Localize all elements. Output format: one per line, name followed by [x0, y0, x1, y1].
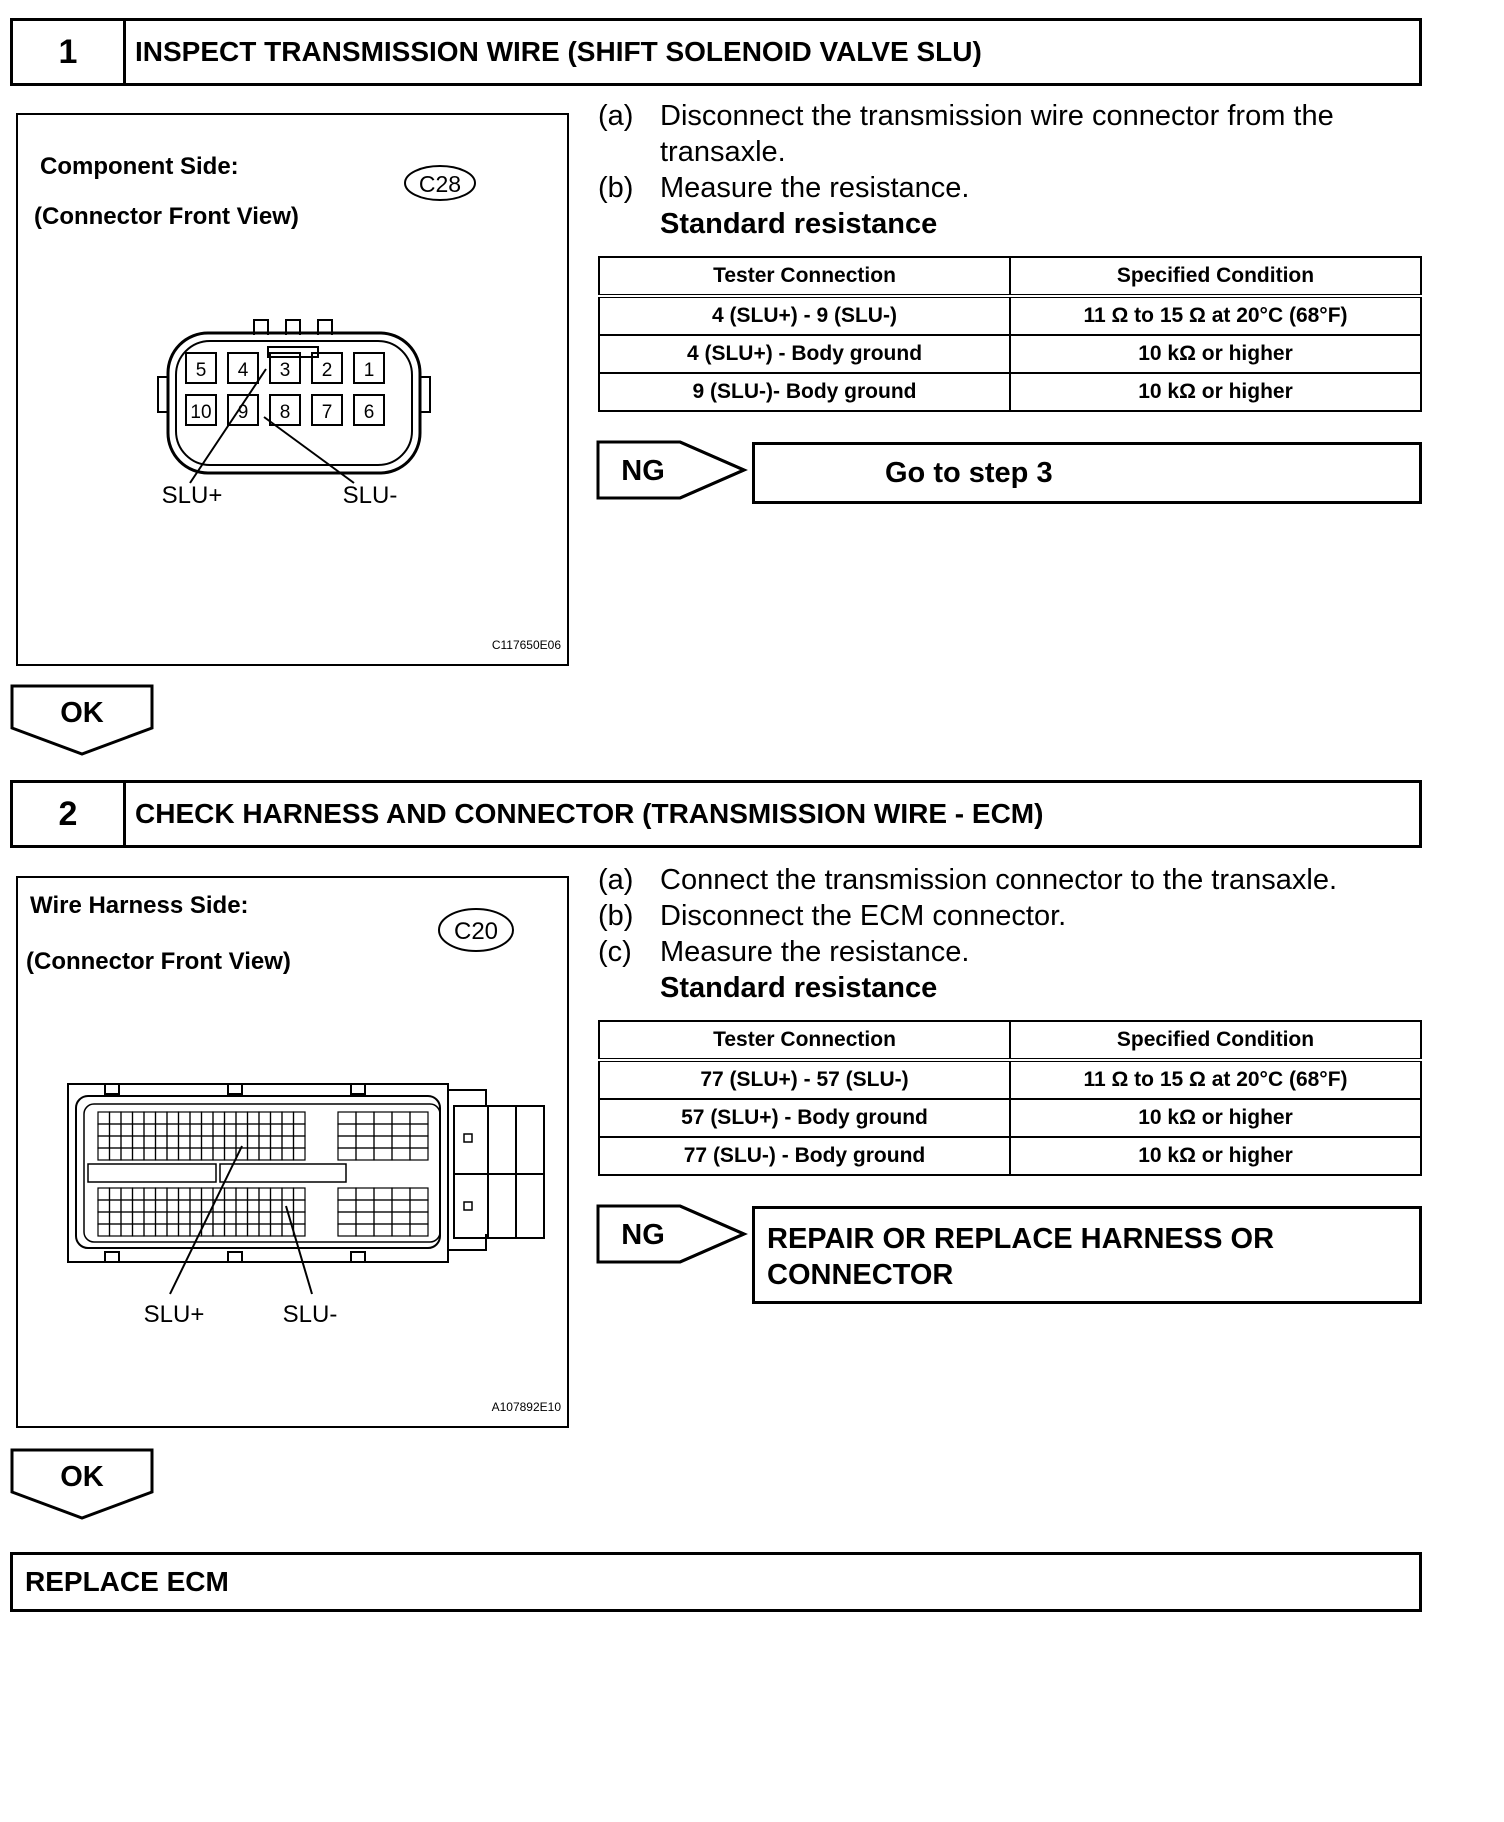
pin-cell	[236, 1224, 248, 1236]
pin-cell	[133, 1148, 145, 1160]
pin-cell	[410, 1148, 428, 1160]
pin-cell	[156, 1112, 168, 1124]
step2-instructions	[598, 862, 1418, 1006]
pin-cell	[259, 1112, 271, 1124]
pin-cell	[259, 1212, 271, 1224]
pin-cell	[190, 1200, 202, 1212]
pin-cell	[156, 1200, 168, 1212]
pin-cell	[190, 1188, 202, 1200]
pin-cell	[121, 1124, 133, 1136]
pin-cell	[213, 1136, 225, 1148]
pin-cell	[98, 1200, 110, 1212]
pin-cell	[190, 1136, 202, 1148]
pin-cell	[179, 1200, 191, 1212]
pin-cell	[248, 1136, 260, 1148]
pin-cell	[294, 1200, 306, 1212]
pin-cell	[282, 1136, 294, 1148]
pin-cell	[259, 1200, 271, 1212]
pin-cell	[167, 1200, 179, 1212]
pin-cell	[248, 1212, 260, 1224]
pin-cell	[225, 1188, 237, 1200]
callout-plus: SLU+	[161, 482, 223, 509]
pin-cell	[110, 1136, 122, 1148]
pin-cell	[144, 1200, 156, 1212]
pin-cell	[356, 1124, 374, 1136]
pin-cell	[236, 1212, 248, 1224]
pin-cell	[356, 1148, 374, 1160]
pin-grid-lower-right	[338, 1188, 428, 1236]
pin-cell	[202, 1188, 214, 1200]
pin-cell	[156, 1148, 168, 1160]
pin-cell	[356, 1224, 374, 1236]
table-header: Tester Connection	[599, 257, 1010, 296]
pin-number: 9	[237, 402, 249, 423]
pin-cell	[259, 1224, 271, 1236]
pin-cell	[294, 1188, 306, 1200]
ng-label: NG	[621, 455, 665, 487]
pin-cell	[225, 1136, 237, 1148]
pin-cell	[110, 1112, 122, 1124]
pin-cell	[213, 1212, 225, 1224]
pin-cell	[236, 1200, 248, 1212]
pin-cell	[271, 1112, 283, 1124]
pin-cell	[338, 1224, 356, 1236]
pin-cell	[167, 1136, 179, 1148]
final-title: REPLACE ECM	[25, 1566, 229, 1597]
pin-cell	[167, 1212, 179, 1224]
pin-cell	[190, 1124, 202, 1136]
pin-number: 6	[363, 402, 375, 423]
instruction-line: (b) Measure the resistance.	[598, 172, 970, 204]
figure-view-label: (Connector Front View)	[26, 948, 291, 975]
pin-cell	[121, 1112, 133, 1124]
pin-cell	[374, 1212, 392, 1224]
pin-cell	[248, 1124, 260, 1136]
step2-resistance-table	[598, 1020, 1422, 1176]
pin-cell	[98, 1112, 110, 1124]
table-row: 77 (SLU+) - 57 (SLU-) 11 Ω to 15 Ω at 20°C (68°F)	[599, 1060, 1421, 1099]
pin-cell	[121, 1188, 133, 1200]
pin-cell	[271, 1148, 283, 1160]
pin-number: 7	[321, 402, 333, 423]
pin-cell	[190, 1212, 202, 1224]
pin-cell	[133, 1224, 145, 1236]
pin-cell	[271, 1200, 283, 1212]
pin-cell	[167, 1188, 179, 1200]
pin-cell	[410, 1224, 428, 1236]
pin-cell	[213, 1124, 225, 1136]
pin-cell	[356, 1200, 374, 1212]
pin-cell	[356, 1136, 374, 1148]
pin-number: 1	[363, 360, 375, 381]
pin-cell	[225, 1112, 237, 1124]
pin-cell	[294, 1136, 306, 1148]
callout-line-plus	[170, 1146, 242, 1294]
pin-cell	[133, 1112, 145, 1124]
step1-resistance-table	[598, 256, 1422, 412]
pin-cell	[98, 1136, 110, 1148]
pin-cell	[392, 1188, 410, 1200]
pin-cell	[121, 1148, 133, 1160]
pin-cell	[167, 1112, 179, 1124]
pin-cell	[338, 1200, 356, 1212]
pin-cell	[144, 1148, 156, 1160]
pin-cell	[338, 1124, 356, 1136]
pin-cell	[236, 1188, 248, 1200]
step2-figure	[16, 876, 569, 1428]
table-header: Specified Condition	[1010, 1021, 1421, 1060]
pin-cell	[156, 1124, 168, 1136]
pin-cell	[110, 1124, 122, 1136]
pin-cell	[392, 1200, 410, 1212]
pin-cell	[213, 1224, 225, 1236]
figure-ref-code: C117650E06	[491, 638, 561, 652]
table-row: 4 (SLU+) - 9 (SLU-) 11 Ω to 15 Ω at 20°C (68°F)	[599, 296, 1421, 335]
pin-cell	[259, 1188, 271, 1200]
standard-label: Standard resistance	[660, 972, 938, 1004]
pin-cell	[98, 1148, 110, 1160]
pin-cell	[179, 1136, 191, 1148]
pin-cell	[374, 1136, 392, 1148]
pin-cell	[121, 1136, 133, 1148]
pin-cell	[110, 1148, 122, 1160]
table-row: 57 (SLU+) - Body ground 10 kΩ or higher	[599, 1099, 1421, 1137]
step1-ng-result: Go to step 3	[752, 442, 1422, 504]
table-row: 77 (SLU-) - Body ground 10 kΩ or higher	[599, 1137, 1421, 1175]
pin-number: 8	[279, 402, 291, 423]
pin-cell	[202, 1112, 214, 1124]
pin-cell	[133, 1212, 145, 1224]
pin-cell	[338, 1112, 356, 1124]
pin-grid-upper-right	[338, 1112, 428, 1160]
pin-cell	[271, 1212, 283, 1224]
pin-cell	[144, 1188, 156, 1200]
pin-cell	[156, 1212, 168, 1224]
pin-cell	[248, 1148, 260, 1160]
pin-cell	[179, 1112, 191, 1124]
pin-cell	[121, 1200, 133, 1212]
pin-cell	[338, 1148, 356, 1160]
step2-ng-arrow	[596, 1204, 748, 1266]
instruction-line: (c) Measure the resistance.	[598, 936, 970, 968]
pin-cell	[156, 1188, 168, 1200]
final-box	[10, 1552, 1422, 1612]
pin-cell	[225, 1212, 237, 1224]
pin-cell	[248, 1188, 260, 1200]
pin-cell	[202, 1124, 214, 1136]
pin-cell	[144, 1124, 156, 1136]
pin-cell	[248, 1224, 260, 1236]
pin-cell	[392, 1124, 410, 1136]
pin-cell	[225, 1224, 237, 1236]
pin-cell	[259, 1124, 271, 1136]
ecm-connector-body	[68, 1084, 448, 1262]
pin-cell	[98, 1124, 110, 1136]
pin-cell	[121, 1212, 133, 1224]
step1-ng-arrow	[596, 440, 748, 502]
callout-minus: SLU-	[282, 1301, 338, 1328]
pin-cell	[271, 1136, 283, 1148]
pin-cell	[110, 1200, 122, 1212]
step2-ng-result: REPAIR OR REPLACE HARNESS OR CONNECTOR	[752, 1206, 1422, 1304]
pin-cell	[374, 1124, 392, 1136]
pin-cell	[179, 1148, 191, 1160]
table-row: 4 (SLU+) - Body ground 10 kΩ or higher	[599, 335, 1421, 373]
instruction-line: (b) Disconnect the ECM connector.	[598, 900, 1067, 932]
step1-ok-arrow	[10, 684, 156, 758]
callout-line-minus	[286, 1206, 312, 1294]
pin-cell	[282, 1124, 294, 1136]
pin-cell	[167, 1148, 179, 1160]
step2-header	[10, 780, 1422, 848]
pin-cell	[374, 1148, 392, 1160]
figure-ref-code: A107892E10	[491, 1400, 561, 1414]
connector-c20-diagram	[18, 878, 567, 1426]
pin-cell	[282, 1112, 294, 1124]
pin-cell	[225, 1124, 237, 1136]
step1-title: INSPECT TRANSMISSION WIRE (SHIFT SOLENOID VALVE SLU)	[135, 36, 982, 67]
pin-cell	[133, 1136, 145, 1148]
table-row: 9 (SLU-)- Body ground 10 kΩ or higher	[599, 373, 1421, 411]
pin-cell	[156, 1136, 168, 1148]
step1-header	[10, 18, 1422, 86]
pin-cell	[392, 1148, 410, 1160]
instruction-line: transaxle.	[660, 136, 786, 168]
connector-code: C28	[418, 171, 462, 197]
step1-instructions	[598, 98, 1418, 242]
pin-cell	[179, 1188, 191, 1200]
pin-cell	[202, 1148, 214, 1160]
pin-cell	[179, 1212, 191, 1224]
pin-cell	[356, 1188, 374, 1200]
pin-cell	[259, 1136, 271, 1148]
pin-cell	[374, 1188, 392, 1200]
pin-cell	[121, 1224, 133, 1236]
pin-cell	[259, 1148, 271, 1160]
pin-cell	[410, 1200, 428, 1212]
pin-cell	[190, 1112, 202, 1124]
pin-cell	[356, 1212, 374, 1224]
pin-cell	[410, 1212, 428, 1224]
standard-label: Standard resistance	[660, 208, 938, 240]
pin-cell	[144, 1112, 156, 1124]
pin-cell	[98, 1188, 110, 1200]
pin-cell	[236, 1124, 248, 1136]
table-header: Tester Connection	[599, 1021, 1010, 1060]
pin-cell	[110, 1188, 122, 1200]
callout-minus: SLU-	[342, 482, 398, 509]
step2-ok-arrow	[10, 1448, 156, 1522]
pin-cell	[338, 1136, 356, 1148]
ng-label: NG	[621, 1219, 665, 1251]
pin-cell	[110, 1224, 122, 1236]
pin-number: 2	[321, 360, 333, 381]
pin-cell	[144, 1212, 156, 1224]
pin-cell	[392, 1112, 410, 1124]
pin-cell	[190, 1148, 202, 1160]
callout-plus: SLU+	[143, 1301, 205, 1328]
pin-cell	[98, 1212, 110, 1224]
pin-number: 10	[190, 402, 212, 423]
step1-number: 1	[13, 21, 126, 83]
pin-number: 3	[279, 360, 291, 381]
connector-code: C20	[453, 918, 499, 945]
pin-cell	[338, 1212, 356, 1224]
pin-cell	[374, 1200, 392, 1212]
pin-cell	[133, 1188, 145, 1200]
pin-cell	[167, 1224, 179, 1236]
pin-cell	[294, 1148, 306, 1160]
pin-cell	[392, 1224, 410, 1236]
ok-label: OK	[60, 697, 104, 729]
pin-cell	[202, 1136, 214, 1148]
pin-grid-upper-left	[98, 1112, 305, 1160]
pin-cell	[374, 1112, 392, 1124]
step2-title: CHECK HARNESS AND CONNECTOR (TRANSMISSION WIRE - ECM)	[135, 798, 1044, 829]
pin-cell	[338, 1188, 356, 1200]
figure-side-label: Wire Harness Side:	[30, 892, 249, 919]
pin-cell	[213, 1148, 225, 1160]
pin-cell	[144, 1136, 156, 1148]
pin-cell	[392, 1136, 410, 1148]
pin-cell	[410, 1112, 428, 1124]
pin-cell	[248, 1200, 260, 1212]
pin-cell	[392, 1212, 410, 1224]
pin-cell	[294, 1212, 306, 1224]
pin-cell	[110, 1212, 122, 1224]
step2-number: 2	[13, 783, 126, 845]
pin-cell	[156, 1224, 168, 1236]
pin-cell	[271, 1224, 283, 1236]
connector-c28-diagram	[18, 115, 567, 664]
pin-cell	[410, 1124, 428, 1136]
instruction-line: (a) Connect the transmission connector to the transaxle.	[598, 864, 1338, 896]
pin-number: 5	[195, 360, 207, 381]
pin-cell	[213, 1112, 225, 1124]
pin-cell	[236, 1112, 248, 1124]
table-header: Specified Condition	[1010, 257, 1421, 296]
pin-row-bottom	[186, 395, 384, 425]
figure-side-label: Component Side:	[40, 153, 239, 180]
pin-cell	[98, 1224, 110, 1236]
pin-cell	[410, 1136, 428, 1148]
pin-cell	[282, 1148, 294, 1160]
pin-number: 4	[237, 360, 249, 381]
pin-cell	[271, 1188, 283, 1200]
pin-cell	[179, 1124, 191, 1136]
pin-cell	[133, 1124, 145, 1136]
pin-cell	[374, 1224, 392, 1236]
figure-view-label: (Connector Front View)	[34, 203, 299, 230]
pin-cell	[133, 1200, 145, 1212]
pin-cell	[225, 1148, 237, 1160]
step1-figure	[16, 113, 569, 666]
pin-cell	[179, 1224, 191, 1236]
instruction-line: (a) Disconnect the transmission wire connector from the	[598, 100, 1334, 132]
pin-cell	[144, 1224, 156, 1236]
pin-cell	[294, 1112, 306, 1124]
pin-cell	[248, 1112, 260, 1124]
pin-cell	[294, 1124, 306, 1136]
pin-cell	[282, 1188, 294, 1200]
pin-cell	[225, 1200, 237, 1212]
ok-label: OK	[60, 1461, 104, 1493]
pin-cell	[356, 1112, 374, 1124]
pin-cell	[271, 1124, 283, 1136]
pin-cell	[167, 1124, 179, 1136]
pin-cell	[410, 1188, 428, 1200]
